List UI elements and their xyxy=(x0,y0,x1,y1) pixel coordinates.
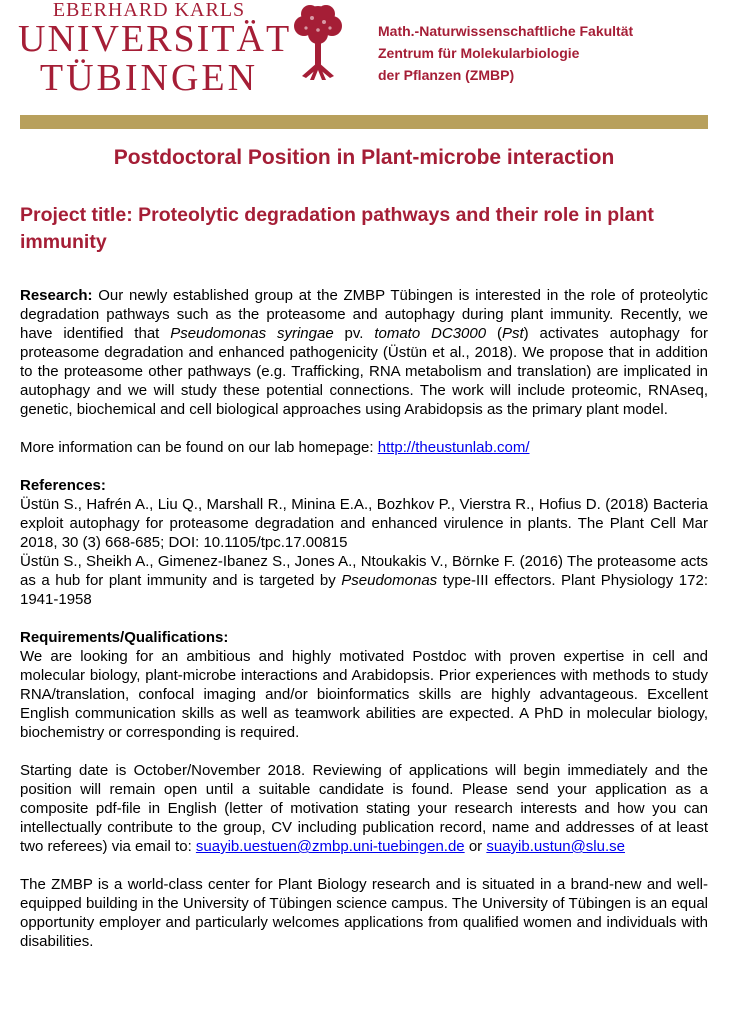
or-text: or xyxy=(464,838,487,855)
faculty-line: Math.-Naturwissenschaftliche Fakultät xyxy=(378,23,634,39)
project-title: Project title: Proteolytic degradation pathways and their role in plant immunity xyxy=(20,204,654,253)
pathogen-abbr: Pst xyxy=(501,325,524,342)
letterhead xyxy=(0,0,748,110)
palm-tree-emblem-icon xyxy=(286,2,350,82)
references-label: References: xyxy=(20,477,106,494)
requirements-text: We are looking for an ambitious and highly motivated Postdoc with proven expertise in cell and molecular biology, plant-microbe interactions and Arabidopsis. Prior experiences with methods to study RNA/translation, confocal imaging and/or bioinformatics skills are highly advantageous. Excellent English communication skills as well as teamwork abilities are expected. A PhD in molecular biology, biochemistry or corresponding is required. xyxy=(20,648,708,741)
document-body xyxy=(20,144,708,951)
university-logo xyxy=(18,0,292,99)
logo-line-tuebingen: TÜBINGEN xyxy=(39,57,259,99)
research-text: ) activates autophagy for proteasome degradation and enhanced pathogenicity (Üstün et al., 2018). We propose that in addition to the proteasome other pathways (e.g. Trafficking, RNA metabolism and translation) are implicated in autophagy and we will study these potential connections. The work will include proteomic, RNAseq, genetic, biochemical and cell biological approaches using Arabidopsis as the primary plant model. xyxy=(20,325,709,418)
homepage-text: More information can be found on our lab homepage: xyxy=(20,439,378,456)
reference-2 xyxy=(20,552,708,609)
homepage-paragraph xyxy=(20,438,708,457)
application-text: Starting date is October/November 2018. Reviewing of applications will begin immediately and the position will remain open until a suitable candidate is found. Please send your application as a composite pdf-file in English (letter of motivation stating your research interests and how you can intellectually contribute to the group, CV including publication record, name and addresses of at least two referees) via email to: xyxy=(20,762,708,855)
application-paragraph xyxy=(20,761,708,856)
faculty-block xyxy=(378,20,633,86)
reference-2-text: type-III effectors. Plant Physiology 172: 1941-1958 xyxy=(20,572,708,608)
institute-subline: der Pflanzen (ZMBP) xyxy=(378,67,515,83)
requirements-label: Requirements/Qualifications: xyxy=(20,629,229,646)
email-link-tuebingen[interactable]: suayib.uestuen@zmbp.uni-tuebingen.de xyxy=(195,838,465,855)
research-text: ( xyxy=(486,325,502,342)
research-paragraph xyxy=(20,286,708,419)
reference-1: Üstün S., Hafrén A., Liu Q., Marshall R., Minina E.A., Bozhkov P., Vierstra R., Hofius D. (2018) Bacteria exploit autophagy for proteasome degradation and enhanced virulence in plants. The Plant Cell Mar 2018, 30 (3) 668-685; DOI: 10.1105/tpc.17.00815 xyxy=(20,496,708,551)
research-label: Research: xyxy=(20,287,93,304)
closing-paragraph: The ZMBP is a world-class center for Plant Biology research and is situated in a brand-new and well-equipped building in the University of Tübingen science campus. The University of Tübingen is an equal opportunity employer and particularly welcomes applications from qualified women and individuals with disabilities. xyxy=(20,876,708,950)
reference-2-text: Üstün S., Sheikh A., Gimenez-Ibanez S., Jones A., Ntoukakis V., Börnke F. (2016) The proteasome acts as a hub for plant immunity and is targeted by xyxy=(20,553,708,589)
logo-line-eberhard-karls: EBERHARD KARLS xyxy=(52,0,246,21)
lab-homepage-link[interactable]: http://theustunlab.com/ xyxy=(377,439,530,456)
institute-line: Zentrum für Molekularbiologie xyxy=(378,45,580,61)
logo-line-universitaet: UNIVERSITÄT xyxy=(18,18,292,60)
strain-name: tomato DC3000 xyxy=(374,325,487,342)
email-link-slu[interactable]: suayib.ustun@slu.se xyxy=(486,838,625,855)
gold-divider xyxy=(20,115,708,129)
reference-2-italic: Pseudomonas xyxy=(341,572,438,589)
species-name: Pseudomonas syringae xyxy=(170,325,334,342)
research-text: Our newly established group at the ZMBP Tübingen is interested in the role of proteolytic degradation pathways such as the proteasome and autophagy during plant immunity. Recently, we have identified that xyxy=(20,287,708,342)
research-text: pv. xyxy=(333,325,375,342)
page-title: Postdoctoral Position in Plant-microbe interaction xyxy=(113,146,615,169)
